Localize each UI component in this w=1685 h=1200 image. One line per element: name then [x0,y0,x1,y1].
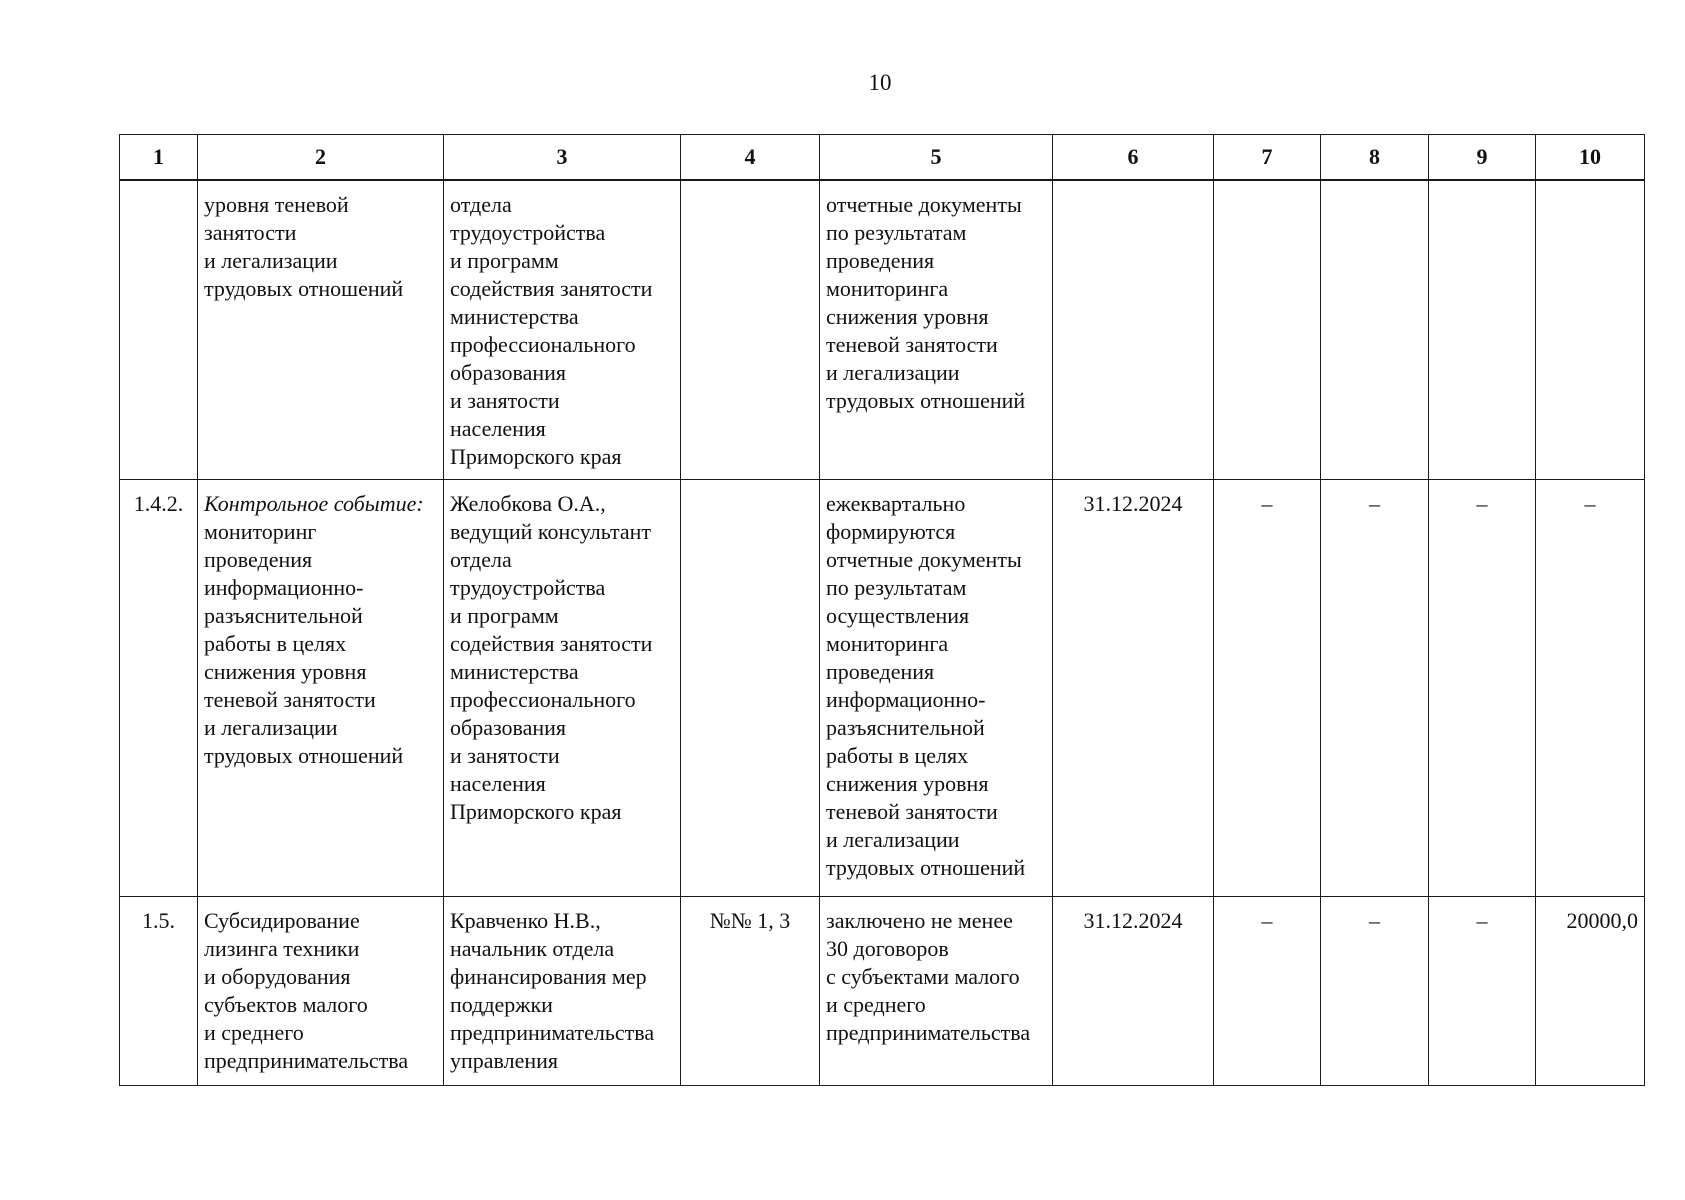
event-name-cell [198,480,444,897]
table-row [120,480,1645,897]
table-row [120,180,1645,480]
value-cell-9: – [1429,897,1536,1086]
value-cell-8: – [1321,480,1429,897]
control-event-label: Контрольное событие: [204,491,424,516]
event-name-cell [198,180,444,480]
responsible-cell: Желобкова О.А., ведущий консультант отдела трудоустройства и программ содействия занятости министерства профессионального образования и занятости населения Приморского края [444,480,681,897]
deadline-cell [1053,180,1214,480]
value-cell-8: – [1321,897,1429,1086]
row-number: 1.5. [120,897,198,1086]
result-cell: отчетные документы по результатам проведения мониторинга снижения уровня теневой занятости и легализации трудовых отношений [820,180,1053,480]
table-row [120,897,1645,1086]
responsible-cell: Кравченко Н.В., начальник отдела финансирования мер поддержки предпринимательства управления [444,897,681,1086]
reference-cell: №№ 1, 3 [681,897,820,1086]
column-header-1: 1 [120,135,198,181]
event-name-text: уровня теневой занятости и легализации трудовых отношений [204,192,404,301]
header-row [120,135,1645,181]
plan-table [119,134,1645,1086]
column-header-3: 3 [444,135,681,181]
value-cell-9: – [1429,480,1536,897]
value-cell-7: – [1214,480,1321,897]
column-header-8: 8 [1321,135,1429,181]
event-name-text: Субсидирование лизинга техники и оборудования субъектов малого и среднего предпринимательства [204,908,409,1073]
event-name-cell [198,897,444,1086]
event-name-text: мониторинг проведения информационно- разъяснительной работы в целях снижения уровня теневой занятости и легализации трудовых отношений [204,519,404,768]
result-cell: ежеквартально формируются отчетные документы по результатам осуществления мониторинга проведения информационно- разъяснительной работы в целях снижения уровня теневой занятости и легализации трудовых отношений [820,480,1053,897]
reference-cell [681,180,820,480]
value-cell-9 [1429,180,1536,480]
responsible-cell: отдела трудоустройства и программ содействия занятости министерства профессионального образования и занятости населения Приморского края [444,180,681,480]
column-header-4: 4 [681,135,820,181]
page-number: 10 [868,70,892,95]
value-cell-10: – [1536,480,1645,897]
column-header-2: 2 [198,135,444,181]
value-cell-10: 20000,0 [1536,897,1645,1086]
value-cell-7 [1214,180,1321,480]
column-header-6: 6 [1053,135,1214,181]
deadline-cell: 31.12.2024 [1053,480,1214,897]
result-cell: заключено не менее 30 договоров с субъектами малого и среднего предпринимательства [820,897,1053,1086]
row-number: 1.4.2. [120,480,198,897]
column-header-9: 9 [1429,135,1536,181]
value-cell-7: – [1214,897,1321,1086]
column-header-10: 10 [1536,135,1645,181]
row-number [120,180,198,480]
column-header-5: 5 [820,135,1053,181]
value-cell-8 [1321,180,1429,480]
reference-cell [681,480,820,897]
column-header-7: 7 [1214,135,1321,181]
deadline-cell: 31.12.2024 [1053,897,1214,1086]
value-cell-10 [1536,180,1645,480]
